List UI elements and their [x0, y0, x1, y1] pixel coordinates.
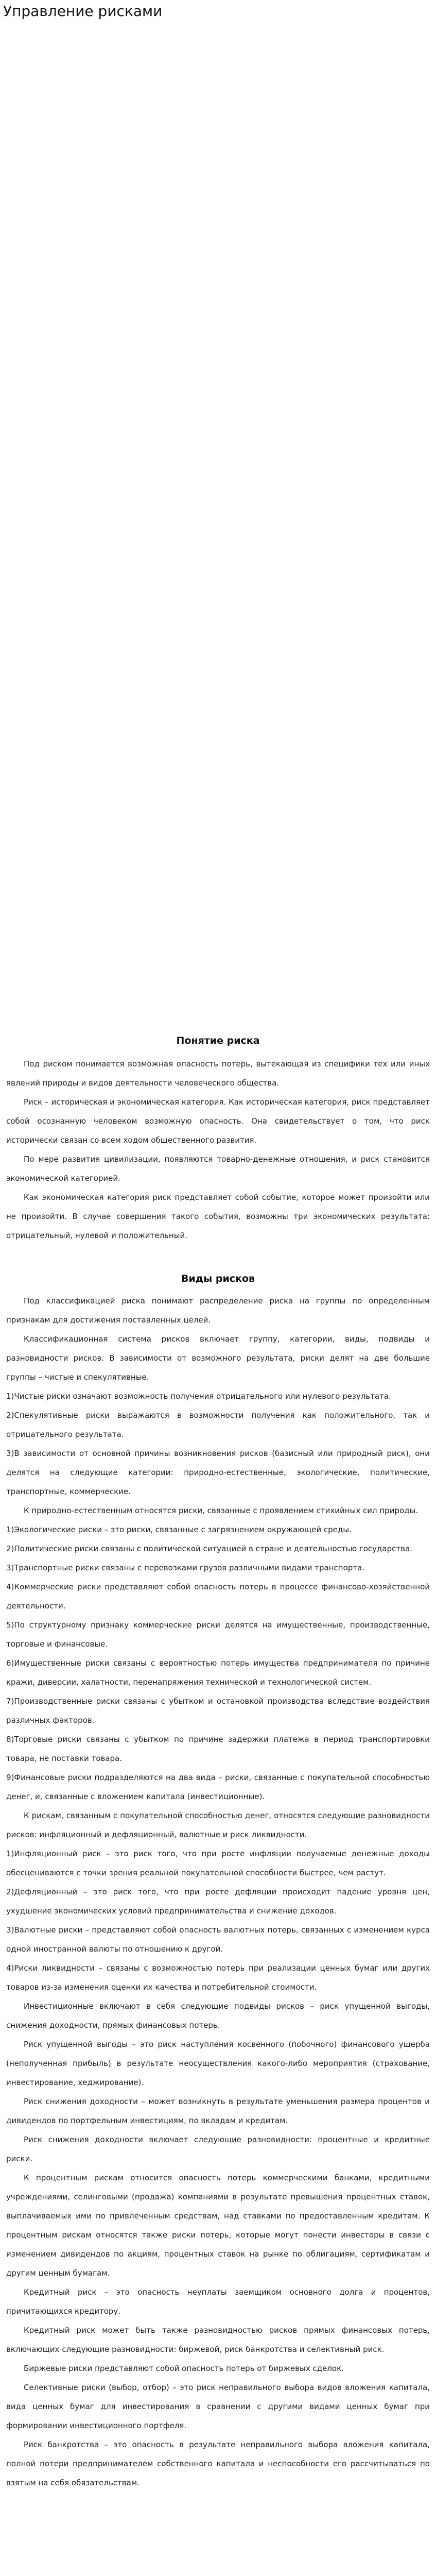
section-risk-concept [0, 1033, 436, 1245]
page-title: Управление рисками [3, 3, 163, 20]
list-item: 2)Спекулятивные риски выражаются в возможности получения как положительного, так и отрицательного результата. [6, 1411, 430, 1439]
list-item: 2)Дефляционный – это риск того, что при росте дефляции происходит падение уровня цен, ухудшение экономических условий предпринимательства и снижение доходов. [6, 1887, 430, 1916]
paragraph: Кредитный риск – это опасность неуплаты заемщиком основного долга и процентов, причитающихся кредитору. [6, 2287, 430, 2316]
section-risk-types [0, 1271, 436, 2493]
section-heading: Понятие риска [176, 1035, 260, 1046]
paragraph: Риск – историческая и экономическая категория. Как историческая категория, риск представляет собой осознанную человеком возможную опасность. Она свидетельствует о том, что риск исторически связан со всем ходом общественного развития. [6, 1097, 430, 1145]
section-heading: Виды рисков [181, 1273, 255, 1284]
paragraph: К рискам, связанным с покупательной способностью денег, относятся следующие разновидности рисков: инфляционный и дефляционный, валютные и риск ликвидности. [6, 1811, 430, 1839]
paragraph: Кредитный риск может быть также разновидностью рисков прямых финансовых потерь, включающих следующие разновидности: биржевой, риск банкротства и селективный риск. [6, 2326, 430, 2354]
list-item: 3)В зависимости от основной причины возникновения рисков (базисный или природный риск), они делятся на следующие категории: природно-естественные, экологические, политические, транспортные, коммерческие. [6, 1449, 430, 1496]
list-item: 4)Коммерческие риски представляют собой опасность потерь в процессе финансово-хозяйственной деятельности. [6, 1582, 430, 1611]
paragraph: Риск упущенной выгоды – это риск наступления косвенного (побочного) финансового ущерба (неполученная прибыль) в результате неосуществления какого-либо мероприятия (страхование, инвестирование, хеджирование). [6, 2040, 430, 2087]
paragraph: Риск банкротства – это опасность в результате неправильного выбора вложения капитала, полной потери предпринимателем собственного капитала и неспособности его рассчитываться по взятым на себя обязательствам. [6, 2440, 430, 2487]
paragraph: Как экономическая категория риск представляет собой событие, которое может произойти или не произойти. В случае совершения такого события, возможны три экономических результата: отрицательный, нулевой и положительный. [6, 1193, 430, 1240]
paragraph: Инвестиционные включают в себя следующие подвиды рисков – риск упущенной выгоды, снижения доходности, прямых финансовых потерь. [6, 2002, 430, 2030]
paragraph: Риск снижения доходности включает следующие разновидности: процентные и кредитные риски. [6, 2135, 430, 2163]
paragraph: Селективные риски (выбор, отбор) – это риск неправильного выбора видов вложения капитала, вида ценных бумаг для инвестирования в сравнении с другими видами ценных бумаг при формировании инвестиционного портфеля. [6, 2383, 430, 2430]
list-item: 2)Политические риски связаны с политической ситуацией в стране и деятельностью государства. [6, 1544, 412, 1553]
paragraph: К природно-естественным относятся риски, связанные с проявлением стихийных сил природы. [24, 1506, 418, 1515]
list-item: 9)Финансовые риски подразделяются на два вида – риски, связанные с покупательной способностью денег, и, связанные с вложением капитала (инвестиционные). [6, 1773, 430, 1801]
list-item: 1)Экологические риски – это риски, связанные с загрязнением окружающей среды. [6, 1525, 352, 1534]
list-item: 1)Инфляционный риск – это риск того, что при росте инфляции получаемые денежные доходы обесцениваются с точки зрения реальной покупательной способности быстрее, чем растут. [6, 1849, 430, 1877]
paragraph: Под классификацией риска понимают распределение риска на группы по определенным признакам для достижения поставленных целей. [6, 1296, 430, 1325]
paragraph: Биржевые риски представляют собой опасность потерь от биржевых сделок. [24, 2364, 344, 2373]
document-body [0, 1033, 436, 2493]
paragraph: К процентным рискам относится опасность потерь коммерческими банками, кредитными учреждениями, селинговыми (продажа) компаниями в результате превышения процентных ставок, выплачиваемых ими по привлеченным средствам, над ставками по предоставленным кредитам. К процентным рискам относятся также риски потерь, которые могут понести инвесторы в связи с изменением дивидендов по акциям, процентных ставок на рынке по облигациям, сертификатам и другим ценным бумагам. [6, 2173, 430, 2278]
list-item: 3)Транспортные риски связаны с перевозками грузов различными видами транспорта. [6, 1563, 364, 1572]
paragraph: Классификационная система рисков включает группу, категории, виды, подвиды и разновидности рисков. В зависимости от возможного результата, риски делят на две большие группы – чистые и спекулятивные. [6, 1334, 430, 1382]
list-item: 6)Имущественные риски связаны с вероятностью потерь имущества предпринимателя по причине кражи, диверсии, халатности, перенапряжения технической и технологической систем. [6, 1658, 430, 1687]
list-item: 7)Производственные риски связаны с убытком и остановкой производства вследствие воздействия различных факторов. [6, 1697, 430, 1725]
list-item: 3)Валютные риски – представляют собой опасность валютных потерь, связанных с изменением курса одной иностранной валюты по отношению к другой. [6, 1925, 430, 1954]
list-item: 5)По структурному признаку коммерческие риски делятся на имущественные, производственные, торговые и финансовые. [6, 1620, 430, 1649]
list-item: 8)Торговые риски связаны с убытком по причине задержки платежа в период транспортировки товара, не поставки товара. [6, 1735, 430, 1763]
paragraph: По мере развития цивилизации, появляются товарно-денежные отношения, и риск становится экономической категорией. [6, 1155, 430, 1183]
list-item: 1)Чистые риски означают возможность получения отрицательного или нулевого результата. [6, 1392, 391, 1401]
list-item: 4)Риски ликвидности – связаны с возможностью потерь при реализации ценных бумаг или других товаров из-за изменения оценки их качества и потребительной стоимости. [6, 1963, 430, 1992]
paragraph: Риск снижения доходности – может возникнуть в результате уменьшения размера процентов и дивидендов по портфельным инвестициям, по вкладам и кредитам. [6, 2097, 430, 2125]
paragraph: Под риском понимается возможная опасность потерь, вытекающая из специфики тех или иных явлений природы и видов деятельности человеческого общества. [6, 1059, 430, 1088]
